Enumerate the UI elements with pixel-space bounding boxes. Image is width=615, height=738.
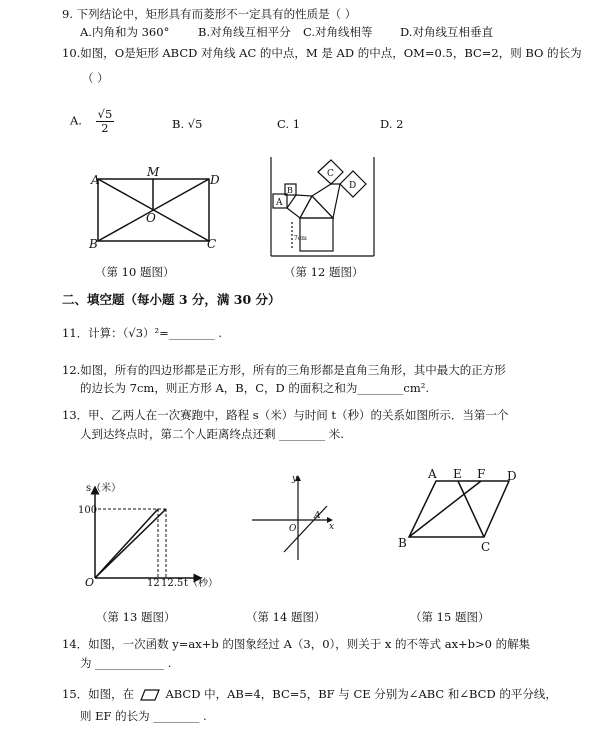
- fig14-label-o: O: [289, 524, 297, 534]
- fig12-label-d: D: [349, 181, 357, 191]
- fig15-caption: （第 15 题图）: [410, 610, 490, 624]
- fig13-xlabel: t（秒）: [184, 578, 219, 589]
- fig15-label-b: B: [398, 536, 407, 550]
- q10-option-a-denominator: 2: [101, 121, 109, 136]
- q9-option-d: D.对角线互相垂直: [400, 25, 493, 39]
- q15-line2: 则 EF 的长为 ________ .: [80, 709, 207, 723]
- fig15-parallelogram: [409, 481, 509, 537]
- q13-line2: 人到达终点时，第二个人距离终点还剩 ________ 米.: [80, 427, 344, 441]
- q10-paren: （ ）: [82, 71, 109, 85]
- fig15-label-e: E: [453, 467, 462, 481]
- fig13-x-tick-12-5: 12.5: [161, 578, 184, 589]
- q9-option-a: A.内角和为 360°: [80, 25, 170, 39]
- fig12-label-c: C: [327, 169, 334, 179]
- fig13-origin: O: [85, 576, 95, 589]
- fig10-caption: （第 10 题图）: [95, 265, 175, 279]
- fig10-label-a: A: [91, 173, 100, 187]
- q10-option-c: C. 1: [277, 117, 301, 131]
- q14-line1: 14．如图，一次函数 y=ax+b 的图象经过 A（3，0），则关于 x 的不等式 ax+b>0 的解集: [62, 637, 531, 651]
- fig15-label-c: C: [481, 540, 491, 554]
- fig15-label-f: F: [477, 467, 486, 481]
- fig13-ylabel: s（米）: [86, 483, 122, 494]
- fig14-label-a: A: [314, 511, 321, 521]
- fig10-label-o: O: [146, 211, 156, 225]
- fig12-label-a: A: [276, 198, 283, 208]
- fig10-label-c: C: [207, 237, 217, 251]
- q10-option-d: D. 2: [380, 117, 404, 131]
- q13-line1: 13．甲、乙两人在一次赛跑中，路程 s（米）与时间 t（秒）的关系如图所示．当第一个: [62, 408, 509, 422]
- fig13-x-tick-12: 12: [147, 578, 160, 589]
- fig10-label-b: B: [89, 237, 98, 251]
- q15-pre: 15．如图，在: [62, 687, 135, 701]
- q12-line1: 12.如图，所有的四边形都是正方形，所有的三角形都是直角三角形，其中最大的正方形: [62, 363, 506, 377]
- q14-line2: 为 ____________ .: [80, 656, 172, 670]
- fig10-label-m: M: [147, 165, 160, 179]
- q9-option-b: B.对角线互相平分: [198, 25, 291, 39]
- q10-option-a-numerator: √5: [97, 107, 113, 121]
- fig13-caption: （第 13 题图）: [96, 610, 176, 624]
- fig13-y-tick-100: 100: [78, 505, 98, 516]
- fig14-label-y: y: [292, 474, 298, 484]
- q15-line1: [62, 688, 557, 701]
- fig14-caption: （第 14 题图）: [246, 610, 326, 624]
- fig15-label-a: A: [428, 467, 437, 481]
- q12-line2: 的边长为 7cm，则正方形 A，B，C，D 的面积之和为________cm².: [80, 381, 430, 395]
- q15-post: ABCD 中，AB=4，BC=5，BF 与 CE 分别为∠ABC 和∠BCD 的平分线，: [165, 687, 557, 701]
- parallelogram-icon: [140, 689, 160, 701]
- q10-option-b: B. √5: [172, 117, 203, 131]
- q11-text: 11．计算：（√3）²=________ .: [62, 326, 223, 340]
- q9-option-c: C.对角线相等: [303, 25, 373, 39]
- fig12-label-b: B: [287, 186, 293, 195]
- fig10-label-d: D: [210, 173, 220, 187]
- fig14-label-x: x: [329, 522, 335, 532]
- q10-stem: 10.如图，O是矩形 ABCD 对角线 AC 的中点，M 是 AD 的中点，OM=0.5，BC=2，则 BO 的长为: [62, 46, 582, 60]
- section-2-title: 二、填空题（每小题 3 分，满 30 分）: [62, 292, 281, 307]
- q9-stem: 9. 下列结论中，矩形具有而菱形不一定具有的性质是（ ）: [62, 7, 357, 21]
- fig12-label-7cm: 7cm: [294, 235, 307, 242]
- q10-option-a-label: A.: [70, 113, 82, 128]
- fig15-label-d: D: [507, 469, 517, 483]
- fig12-caption: （第 12 题图）: [284, 265, 364, 279]
